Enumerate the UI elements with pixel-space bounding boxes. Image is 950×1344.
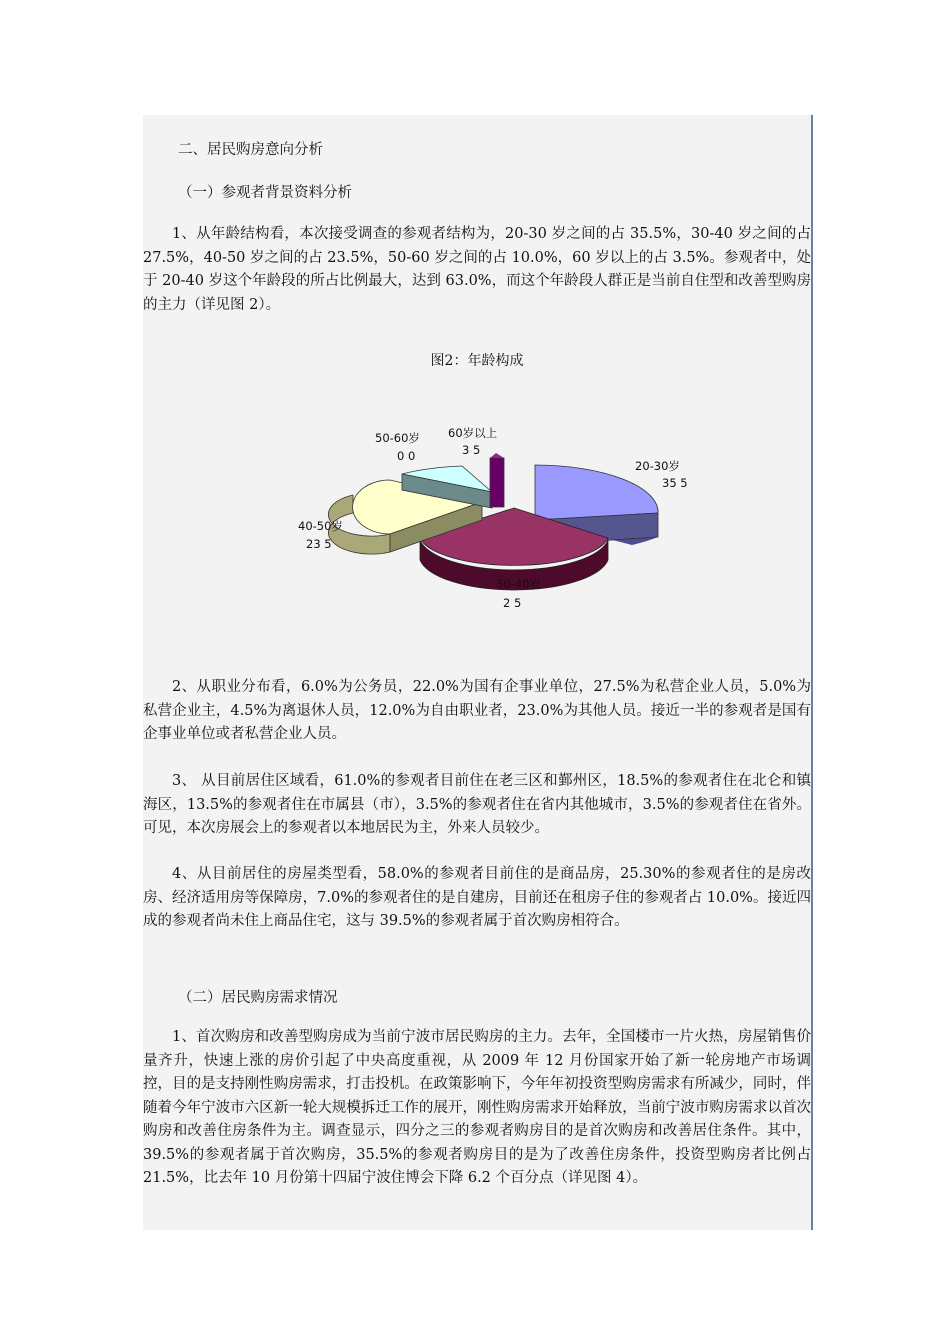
label-30-40: 30-40岁: [496, 577, 541, 591]
label-40-50: 40-50岁: [298, 519, 343, 533]
paragraph-age: 1、从年龄结构看，本次接受调查的参观者结构为，20-30 岁之间的占 35.5%，30-40 岁之间的占 27.5%，40-50 岁之间的占 23.5%，50-60 岁之间的占 10.0%，60 岁以上的占 3.5%。参观者中，处于 20-40 岁这个年龄段的所占比例最大，达到 63.0%，而这个年龄段人群正是当前自住型和改善型购房的主力（详见图 2）。: [143, 226, 811, 313]
value-20-30: 35 5: [662, 476, 688, 490]
value-30-40: 2 5: [503, 596, 522, 610]
section-heading: 二、居民购房意向分析: [178, 142, 323, 158]
subsection-heading-2: （二）居民购房需求情况: [178, 990, 338, 1006]
pie-chart: [290, 410, 730, 620]
paragraph-occupation: 2、从职业分布看，6.0%为公务员，22.0%为国有企事业单位，27.5%为私营企业人员，5.0%为私营企业主，4.5%为离退休人员，12.0%为自由职业者，23.0%为其他人员。接近一半的参观者是国有企事业单位或者私营企业人员。: [143, 679, 811, 742]
value-40-50: 23 5: [306, 537, 332, 551]
label-20-30: 20-30岁: [635, 459, 680, 473]
label-50-60: 50-60岁: [375, 431, 420, 445]
subsection-heading-1: （一）参观者背景资料分析: [178, 185, 352, 201]
value-50-60: 0 0: [397, 449, 416, 463]
label-60-plus: 60岁以上: [448, 426, 498, 440]
chart-title: 图2：年龄构成: [430, 353, 524, 369]
slice-60-plus: [490, 453, 504, 507]
paragraph-housing-type: 4、从目前居住的房屋类型看，58.0%的参观者目前住的是商品房，25.30%的参观者住的是房改房、经济适用房等保障房，7.0%的参观者住的是自建房，目前还在租房子住的参观者占 10.0%。接近四成的参观者尚未住上商品住宅，这与 39.5%的参观者属于首次购房相符合。: [143, 866, 811, 929]
paragraph-demand: 1、首次购房和改善型购房成为当前宁波市居民购房的主力。去年，全国楼市一片火热，房屋销售价量齐升，快速上涨的房价引起了中央高度重视，从 2009 年 12 月份国家开始了新一轮房地产市场调控，目的是支持刚性购房需求，打击投机。在政策影响下，今年年初投资型购房需求有所减少，同时，伴随着今年宁波市六区新一轮大规模拆迁工作的展开，刚性购房需求开始释放，当前宁波市购房需求以首次购房和改善住房条件为主。调查显示，四分之三的参观者购房目的是首次购房和改善居住条件。其中，39.5%的参观者属于首次购房，35.5%的参观者购房目的是为了改善住房条件，投资型购房者比例占 21.5%，比去年 10 月份第十四届宁波住博会下降 6.2 个百分点（详见图 4）。: [143, 1029, 811, 1186]
paragraph-residence-area: 3、 从目前居住区域看，61.0%的参观者目前住在老三区和鄞州区，18.5%的参观者住在北仑和镇海区，13.5%的参观者住在市属县（市），3.5%的参观者住在省内其他城市，3.5%的参观者住在省外。可见，本次房展会上的参观者以本地居民为主，外来人员较少。: [143, 773, 811, 836]
value-60-plus: 3 5: [462, 443, 481, 457]
